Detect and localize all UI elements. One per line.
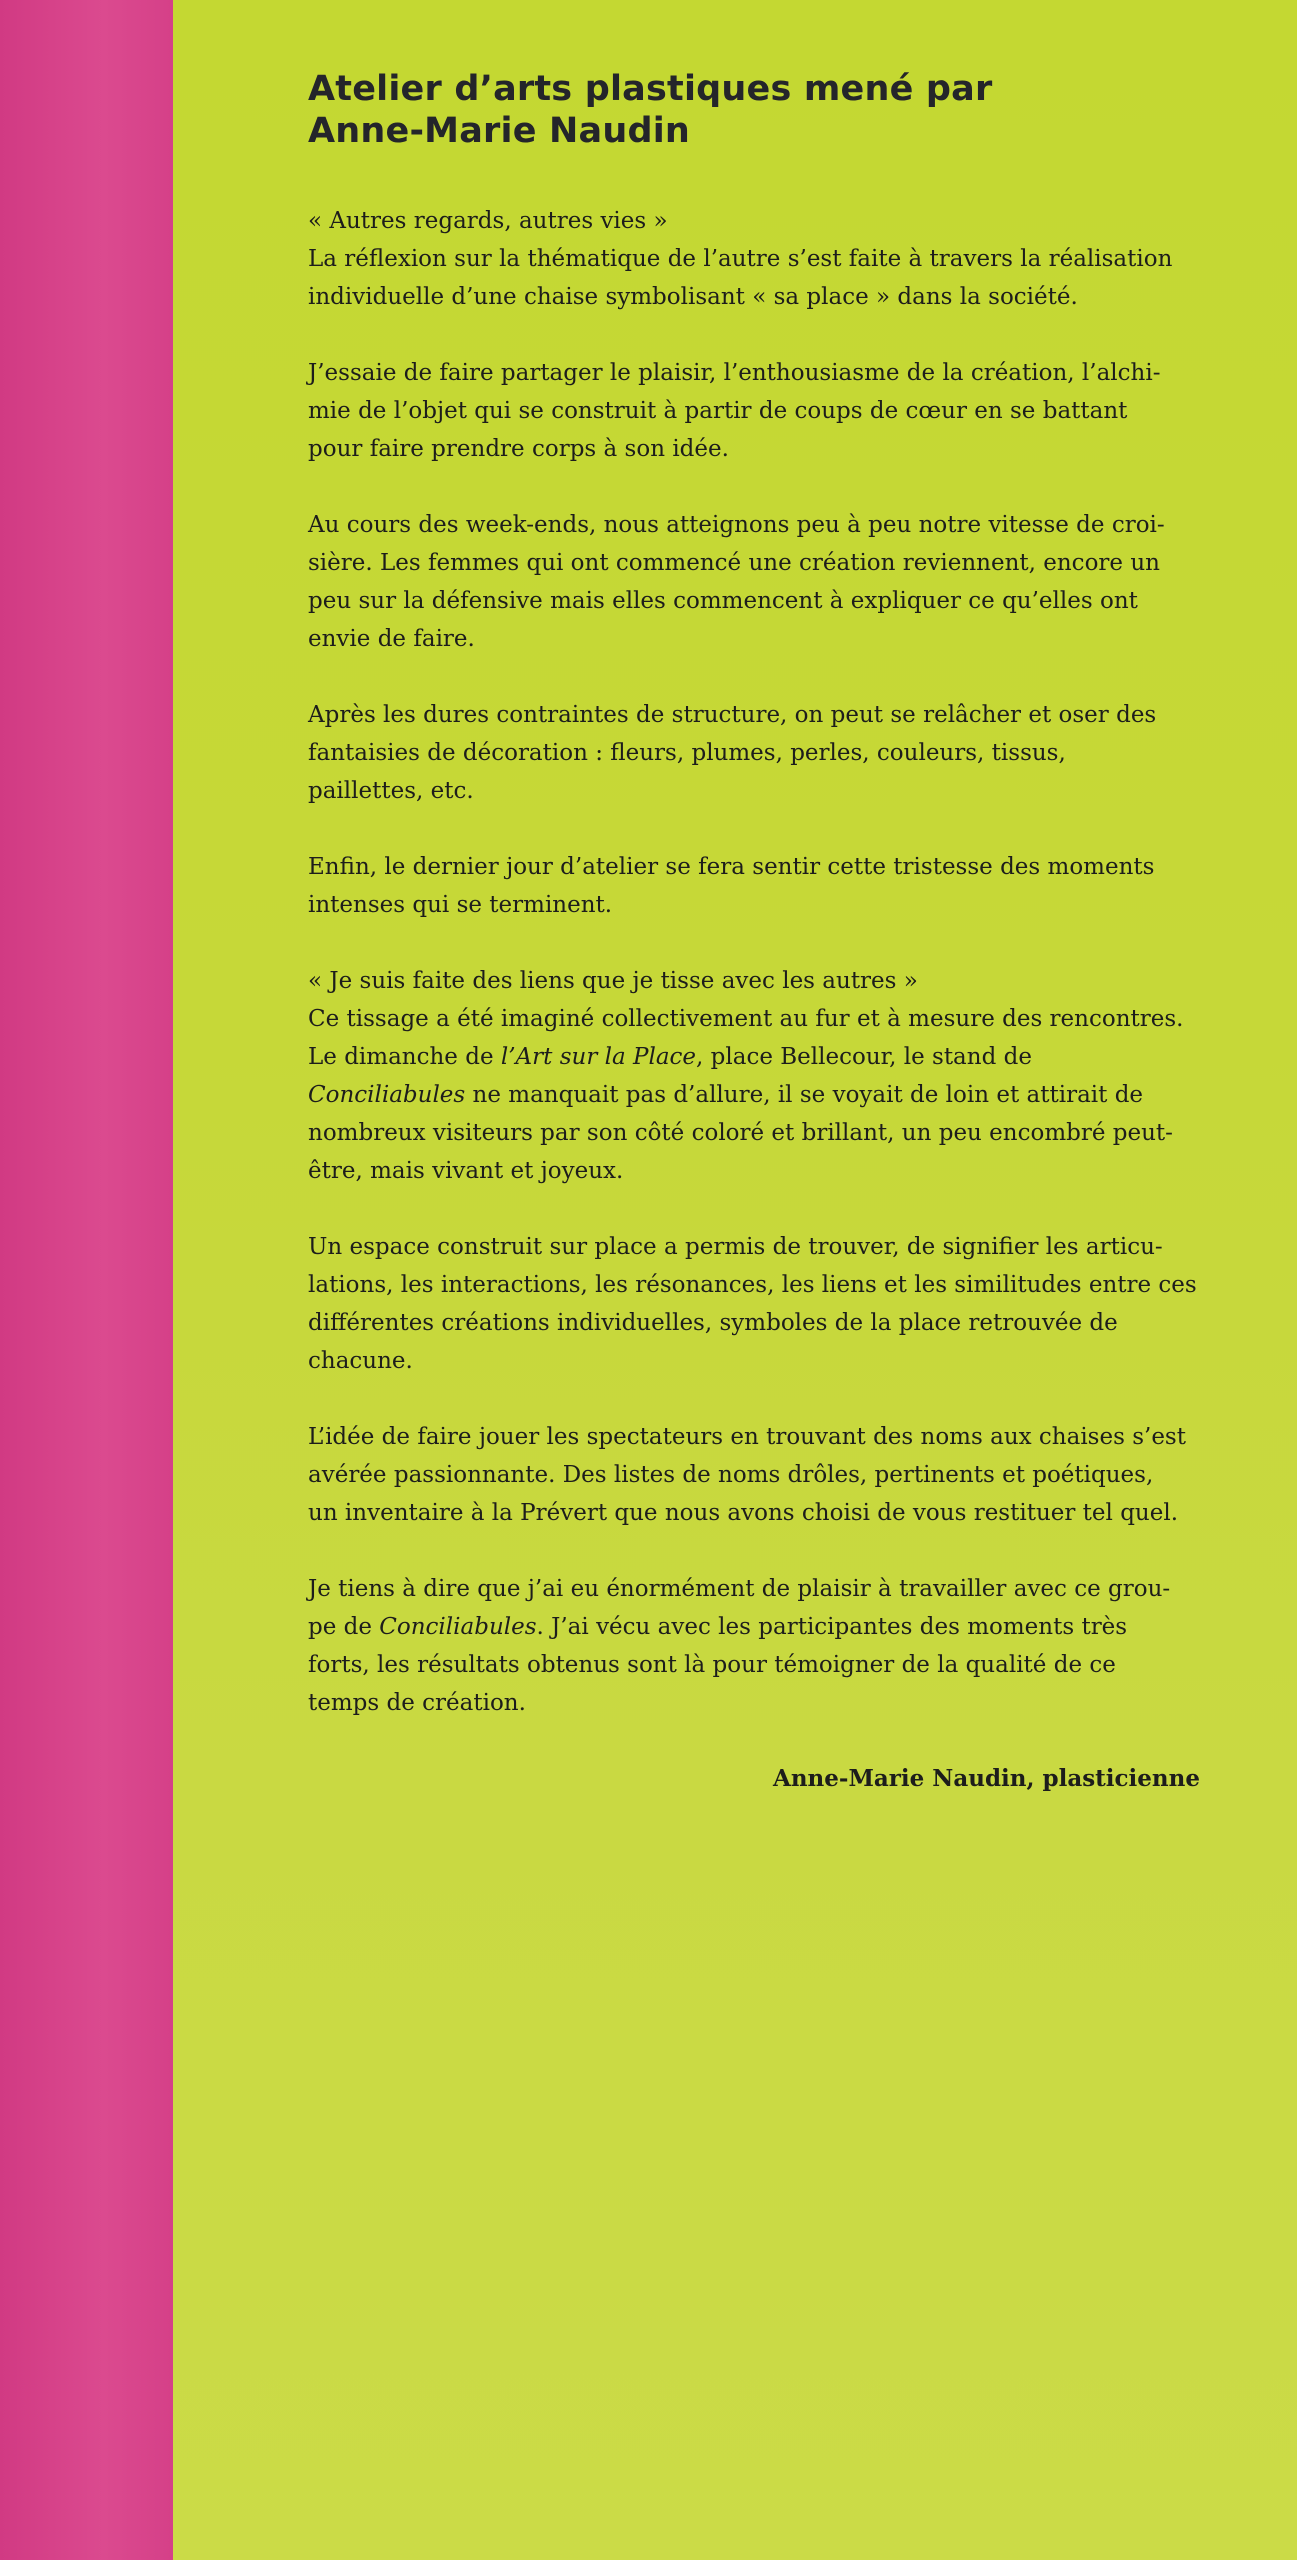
side-color-band <box>0 0 173 2560</box>
text-run: ne manquait pas d’allure, il se voyait de loin et attirait de <box>465 1082 1144 1108</box>
paragraph-line: peu sur la défensive mais elles commencent à expliquer ce qu’elles ont <box>308 588 1138 614</box>
event-name: l’Art sur la Place <box>500 1044 697 1070</box>
paragraph-line: individuelle d’une chaise symbolisant « sa place » dans la société. <box>308 284 1078 310</box>
paragraph-decoration <box>308 696 1200 810</box>
text-run: , place Bellecour, le stand de <box>696 1044 1032 1070</box>
title-line: Atelier d’arts plastiques mené par <box>308 69 993 109</box>
paragraph-line: envie de faire. <box>308 626 475 652</box>
paragraph-line: lations, les interactions, les résonances, les liens et les similitudes entre ces <box>308 1272 1197 1298</box>
paragraph-line: « Je suis faite des liens que je tisse avec les autres » <box>308 968 918 994</box>
paragraph-line: paillettes, etc. <box>308 778 474 804</box>
paragraph-line <box>308 1038 1200 1076</box>
paragraph-espace <box>308 1228 1200 1380</box>
text-run: Le dimanche de <box>308 1044 501 1070</box>
paragraph-line <box>308 1608 1200 1646</box>
paragraph-line: fantaisies de décoration : fleurs, plumes, perles, couleurs, tissus, <box>308 740 1066 766</box>
group-name: Conciliabules <box>308 1082 466 1108</box>
group-name: Conciliabules <box>379 1614 537 1640</box>
paragraph-line: intenses qui se terminent. <box>308 892 613 918</box>
title-line: Anne-Marie Naudin <box>308 111 691 151</box>
paragraph-line: avérée passionnante. Des listes de noms drôles, pertinents et poétiques, <box>308 1462 1154 1488</box>
paragraph-line: Après les dures contraintes de structure, on peut se relâcher et oser des <box>308 702 1157 728</box>
article-body <box>308 202 1200 1798</box>
paragraph-line: « Autres regards, autres vies » <box>308 208 668 234</box>
author-signature: Anne-Marie Naudin, plasticienne <box>772 1765 1200 1792</box>
paragraph-line: être, mais vivant et joyeux. <box>308 1158 624 1184</box>
paragraph-line: Au cours des week-ends, nous atteignons peu à peu notre vitesse de croi- <box>308 512 1165 538</box>
paragraph-line: pour faire prendre corps à son idée. <box>308 436 729 462</box>
paragraph-line: L’idée de faire jouer les spectateurs en trouvant des noms aux chaises s’est <box>308 1424 1186 1450</box>
paragraph-line: chacune. <box>308 1348 413 1374</box>
paragraph-line: Enfin, le dernier jour d’atelier se fera sentir cette tristesse des moments <box>308 854 1155 880</box>
paragraph-plaisir-groupe <box>308 1570 1200 1722</box>
paragraph-line: La réflexion sur la thématique de l’autre s’est faite à travers la réalisation <box>308 246 1173 272</box>
paragraph-line: Je tiens à dire que j’ai eu énormément de plaisir à travailler avec ce grou- <box>308 1576 1171 1602</box>
paragraph-line: forts, les résultats obtenus sont là pour témoigner de la qualité de ce <box>308 1652 1116 1678</box>
paragraph-autres-regards <box>308 202 1200 316</box>
paragraph-plaisir <box>308 354 1200 468</box>
paragraph-line: sière. Les femmes qui ont commencé une création reviennent, encore un <box>308 550 1160 576</box>
paragraph-line: mie de l’objet qui se construit à partir de coups de cœur en se battant <box>308 398 1128 424</box>
paragraph-dernier-jour <box>308 848 1200 924</box>
paragraph-line: un inventaire à la Prévert que nous avons choisi de vous restituer tel quel. <box>308 1500 1179 1526</box>
paragraph-spectateurs <box>308 1418 1200 1532</box>
paragraph-line: J’essaie de faire partager le plaisir, l’enthousiasme de la création, l’alchi- <box>308 360 1161 386</box>
text-run: pe de <box>308 1614 380 1640</box>
paragraph-line: Ce tissage a été imaginé collectivement au fur et à mesure des rencontres. <box>308 1006 1184 1032</box>
document-page <box>308 68 1200 1798</box>
paragraph-tissage <box>308 962 1200 1190</box>
page-title <box>308 68 1200 152</box>
paragraph-week-ends <box>308 506 1200 658</box>
paragraph-line <box>308 1076 1200 1114</box>
paragraph-line: temps de création. <box>308 1690 526 1716</box>
paragraph-line: Un espace construit sur place a permis de trouver, de signifier les articu- <box>308 1234 1163 1260</box>
text-run: . J’ai vécu avec les participantes des moments très <box>536 1614 1128 1640</box>
paragraph-line: nombreux visiteurs par son côté coloré et brillant, un peu encombré peut- <box>308 1120 1173 1146</box>
paragraph-line: différentes créations individuelles, symboles de la place retrouvée de <box>308 1310 1118 1336</box>
